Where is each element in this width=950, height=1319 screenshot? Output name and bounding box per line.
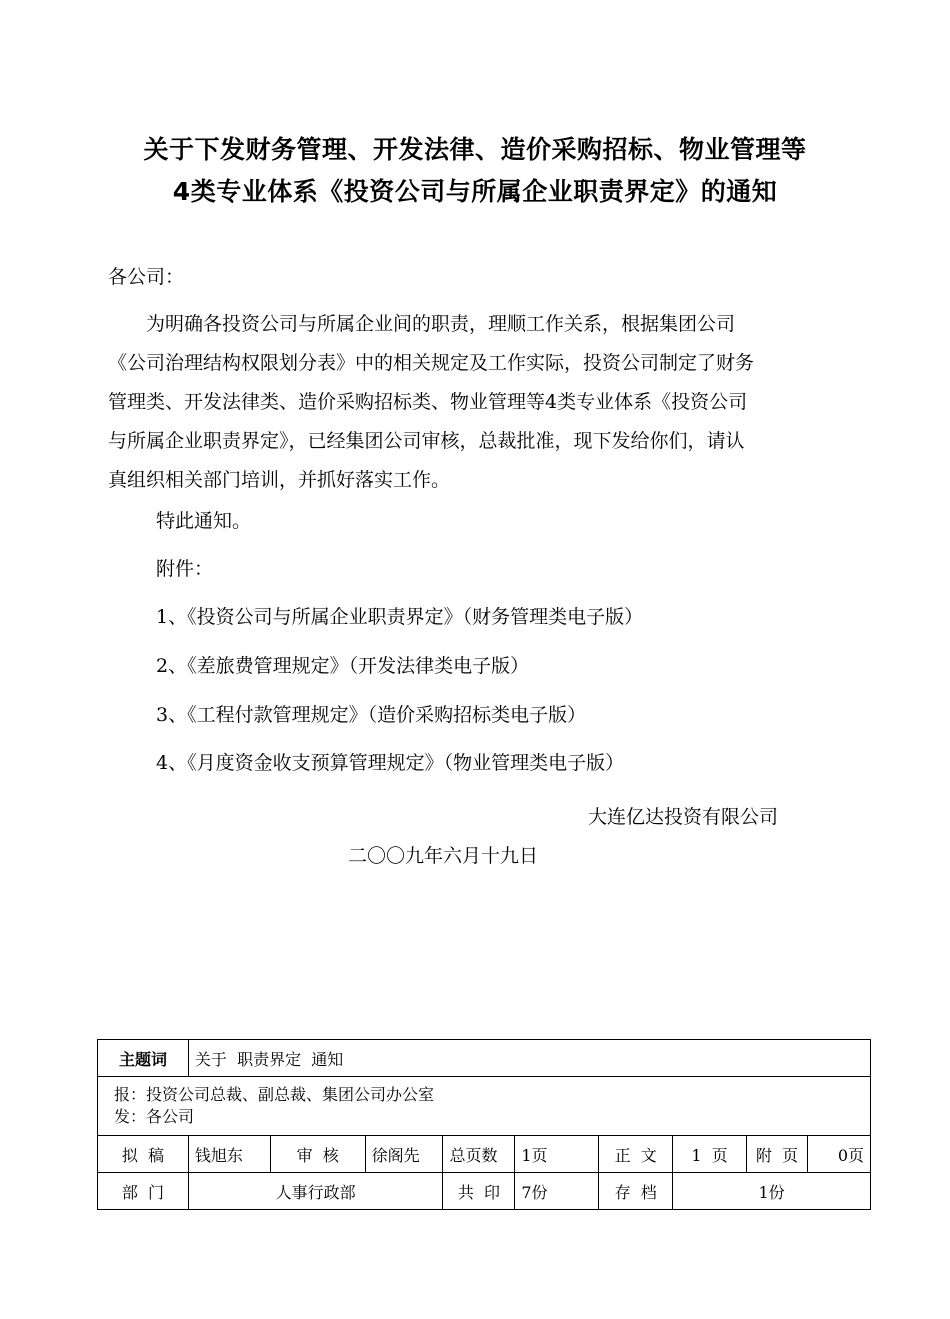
archive-count: 1份: [673, 1173, 871, 1210]
body-line: 为明确各投资公司与所属企业间的职责，理顺工作关系，根据集团公司: [146, 313, 736, 335]
body-line: 《公司治理结构权限划分表》中的相关规定及工作实际，投资公司制定了财务: [108, 352, 755, 374]
reviewer-label: 审 核: [270, 1136, 365, 1173]
report-to: 报：投资公司总裁、副总裁、集团公司办公室: [114, 1085, 435, 1104]
document-title-line-1: 关于下发财务管理、开发法律、造价采购招标、物业管理等: [143, 135, 807, 164]
distribution-cell: [98, 1077, 871, 1136]
reviewer-value: 徐阁先: [365, 1136, 443, 1173]
total-pages-label: 总页数: [443, 1136, 515, 1173]
keywords-value: 关于 职责界定 通知: [188, 1040, 870, 1077]
document-title-line-2: 4类专业体系《投资公司与所属企业职责界定》的通知: [172, 177, 778, 206]
print-label: 共 印: [443, 1173, 515, 1210]
dept-label: 部 门: [98, 1173, 189, 1210]
notice-text: 特此通知。: [156, 510, 252, 532]
print-count: 7份: [515, 1173, 599, 1210]
send-to: 发：各公司: [114, 1107, 195, 1126]
attachment-item: 1、《投资公司与所属企业职责界定》（财务管理类电子版）: [156, 606, 644, 628]
appendix-label: 附 页: [747, 1136, 808, 1173]
signature-date: 二〇〇九年六月十九日: [348, 845, 539, 867]
keywords-label: 主题词: [98, 1040, 189, 1077]
main-text-label: 正 文: [599, 1136, 673, 1173]
attachment-item: 2、《差旅费管理规定》（开发法律类电子版）: [156, 655, 530, 677]
body-line: 真组织相关部门培训，并抓好落实工作。: [108, 469, 451, 491]
body-line: 管理类、开发法律类、造价采购招标类、物业管理等4类专业体系《投资公司: [108, 391, 748, 413]
attachment-item: 3、《工程付款管理规定》（造价采购招标类电子版）: [156, 704, 587, 726]
document-meta-table: [97, 1039, 871, 1210]
total-pages-value: 1页: [515, 1136, 599, 1173]
dept-value: 人事行政部: [188, 1173, 443, 1210]
body-paragraph: [108, 305, 853, 500]
drafter-label: 拟 稿: [98, 1136, 189, 1173]
body-line: 与所属企业职责界定》，已经集团公司审核，总裁批准，现下发给你们，请认: [108, 430, 745, 452]
main-text-pages: 1 页: [673, 1136, 747, 1173]
archive-label: 存 档: [599, 1173, 673, 1210]
drafter-value: 钱旭东: [188, 1136, 270, 1173]
attachment-item: 4、《月度资金收支预算管理规定》（物业管理类电子版）: [156, 752, 625, 774]
signature-organization: 大连亿达投资有限公司: [588, 806, 779, 828]
attachments-label: 附件：: [156, 558, 214, 580]
salutation: 各公司：: [108, 266, 185, 288]
appendix-pages: 0页: [808, 1136, 871, 1173]
